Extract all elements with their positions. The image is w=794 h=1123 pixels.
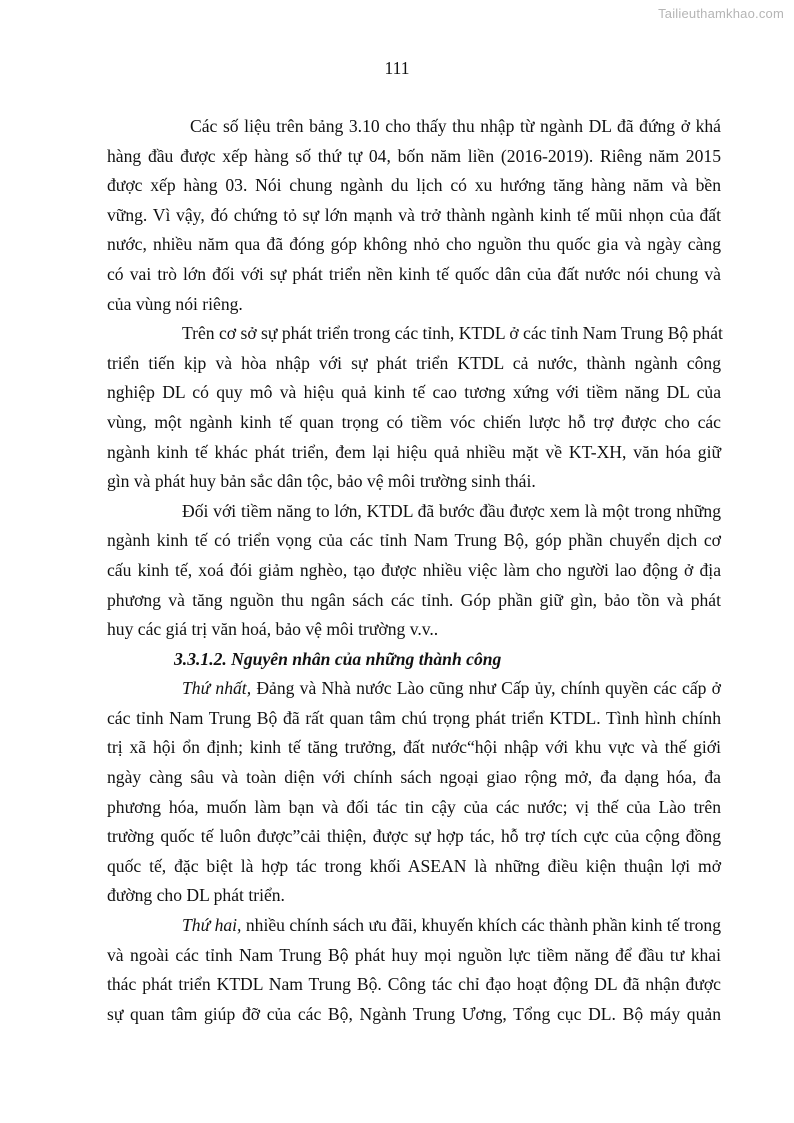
text-line: vững. Vì vậy, đó chứng tỏ sự lớn mạnh và trở thành ngành kinh tế mũi nhọn của đất	[107, 204, 721, 225]
text-line: gìn và phát huy bản sắc dân tộc, bảo vệ môi trường sinh thái.	[107, 471, 536, 492]
text-line: Thứ nhất, Đảng và Nhà nước Lào cũng như Cấp ủy, chính quyền các cấp ở	[182, 678, 721, 699]
text-line: ngành kinh tế khác phát triển, đem lại hiệu quả nhiều mặt về KT-XH, văn hóa giữ	[107, 441, 721, 462]
text-line: Thứ hai, nhiều chính sách ưu đãi, khuyến khích các thành phần kinh tế trong	[182, 915, 722, 936]
text-line: vùng, một ngành kinh tế quan trọng có tiềm vóc chiến lược hỗ trợ được cho các	[107, 411, 721, 432]
text-line: nghiệp DL có quy mô và hiệu quả kinh tế cao tương xứng với tiềm năng DL của	[107, 382, 721, 403]
text-line: được xếp hàng 03. Nói chung ngành du lịch có xu hướng tăng hàng năm và bền	[107, 175, 721, 196]
text-line: trị xã hội ổn định; kinh tế tăng trưởng, đất nước“hội nhập với khu vực và thế giới	[107, 737, 721, 758]
text-line: Các số liệu trên bảng 3.10 cho thấy thu nhập từ ngành DL đã đứng ở khá	[190, 116, 721, 136]
text-line: và ngoài các tỉnh Nam Trung Bộ phát huy mọi nguồn lực tiềm năng để đầu tư khai	[107, 944, 721, 965]
text-line: của vùng nói riêng.	[107, 293, 243, 314]
text-line: cấu kinh tế, xoá đói giảm nghèo, tạo được nhiều việc làm cho người lao động ở địa	[107, 559, 721, 580]
reason-lead: Thứ nhất,	[182, 678, 252, 699]
document-body	[107, 112, 721, 1029]
text-line: ngành kinh tế có triển vọng của các tỉnh Nam Trung Bộ, góp phần chuyển dịch cơ	[107, 530, 721, 551]
text-line: thác phát triển KTDL Nam Trung Bộ. Công tác chỉ đạo hoạt động DL đã nhận được	[107, 974, 721, 995]
text-line: Đối với tiềm năng to lớn, KTDL đã bước đầu được xem là một trong những	[182, 500, 721, 521]
text-line: triển tiến kịp và hòa nhập với sự phát triển KTDL cả nước, thành ngành công	[107, 352, 721, 373]
text-line: các tỉnh Nam Trung Bộ đã rất quan tâm chú trọng phát triển KTDL. Tình hình chính	[107, 707, 721, 728]
paragraph-development-basis	[107, 319, 721, 497]
text-line: quốc tế, đặc biệt là hợp tác trong khối ASEAN là những điều kiện thuận lợi mở	[107, 855, 721, 876]
page-number: 111	[384, 58, 410, 78]
paragraph-reason-second	[107, 911, 721, 1029]
section-heading: 3.3.1.2. Nguyên nhân của những thành công	[174, 648, 502, 669]
paragraph-income-ranking	[107, 112, 721, 319]
paragraph-potential	[107, 497, 721, 645]
text-line: phương hóa, muốn làm bạn và đối tác tin cậy của các nước; vị thế của Lào trên	[107, 796, 721, 817]
text-line: sự quan tâm giúp đỡ của các Bộ, Ngành Trung Ương, Tổng cục DL. Bộ máy quản	[107, 1003, 721, 1024]
paragraph-reason-first	[107, 674, 721, 911]
text-line: huy các giá trị văn hoá, bảo vệ môi trường v.v..	[107, 619, 439, 640]
text-line: có vai trò lớn đối với sự phát triển nền kinh tế quốc dân của đất nước nói chung và	[107, 263, 721, 284]
watermark: Tailieuthamkhao.com	[658, 6, 784, 21]
text-line: nước, nhiều năm qua đã đóng góp không nhỏ cho nguồn thu quốc gia và ngày càng	[107, 234, 721, 255]
text-line: Trên cơ sở sự phát triển trong các tỉnh, KTDL ở các tỉnh Nam Trung Bộ phát	[182, 323, 723, 344]
text-line: trường quốc tế luôn được”cải thiện, được sự hợp tác, hỗ trợ tích cực của cộng đồng	[107, 826, 721, 847]
text-line: phương và tăng nguồn thu ngân sách các tỉnh. Góp phần giữ gìn, bảo tồn và phát	[107, 589, 721, 610]
text-line: hàng đầu được xếp hàng số thứ tự 04, bốn năm liền (2016-2019). Riêng năm 2015	[107, 145, 721, 166]
text-line: đường cho DL phát triển.	[107, 885, 285, 906]
reason-lead: Thứ hai,	[182, 915, 242, 936]
text-line: ngày càng sâu và toàn diện với chính sách ngoại giao rộng mở, đa dạng hóa, đa	[107, 767, 721, 788]
